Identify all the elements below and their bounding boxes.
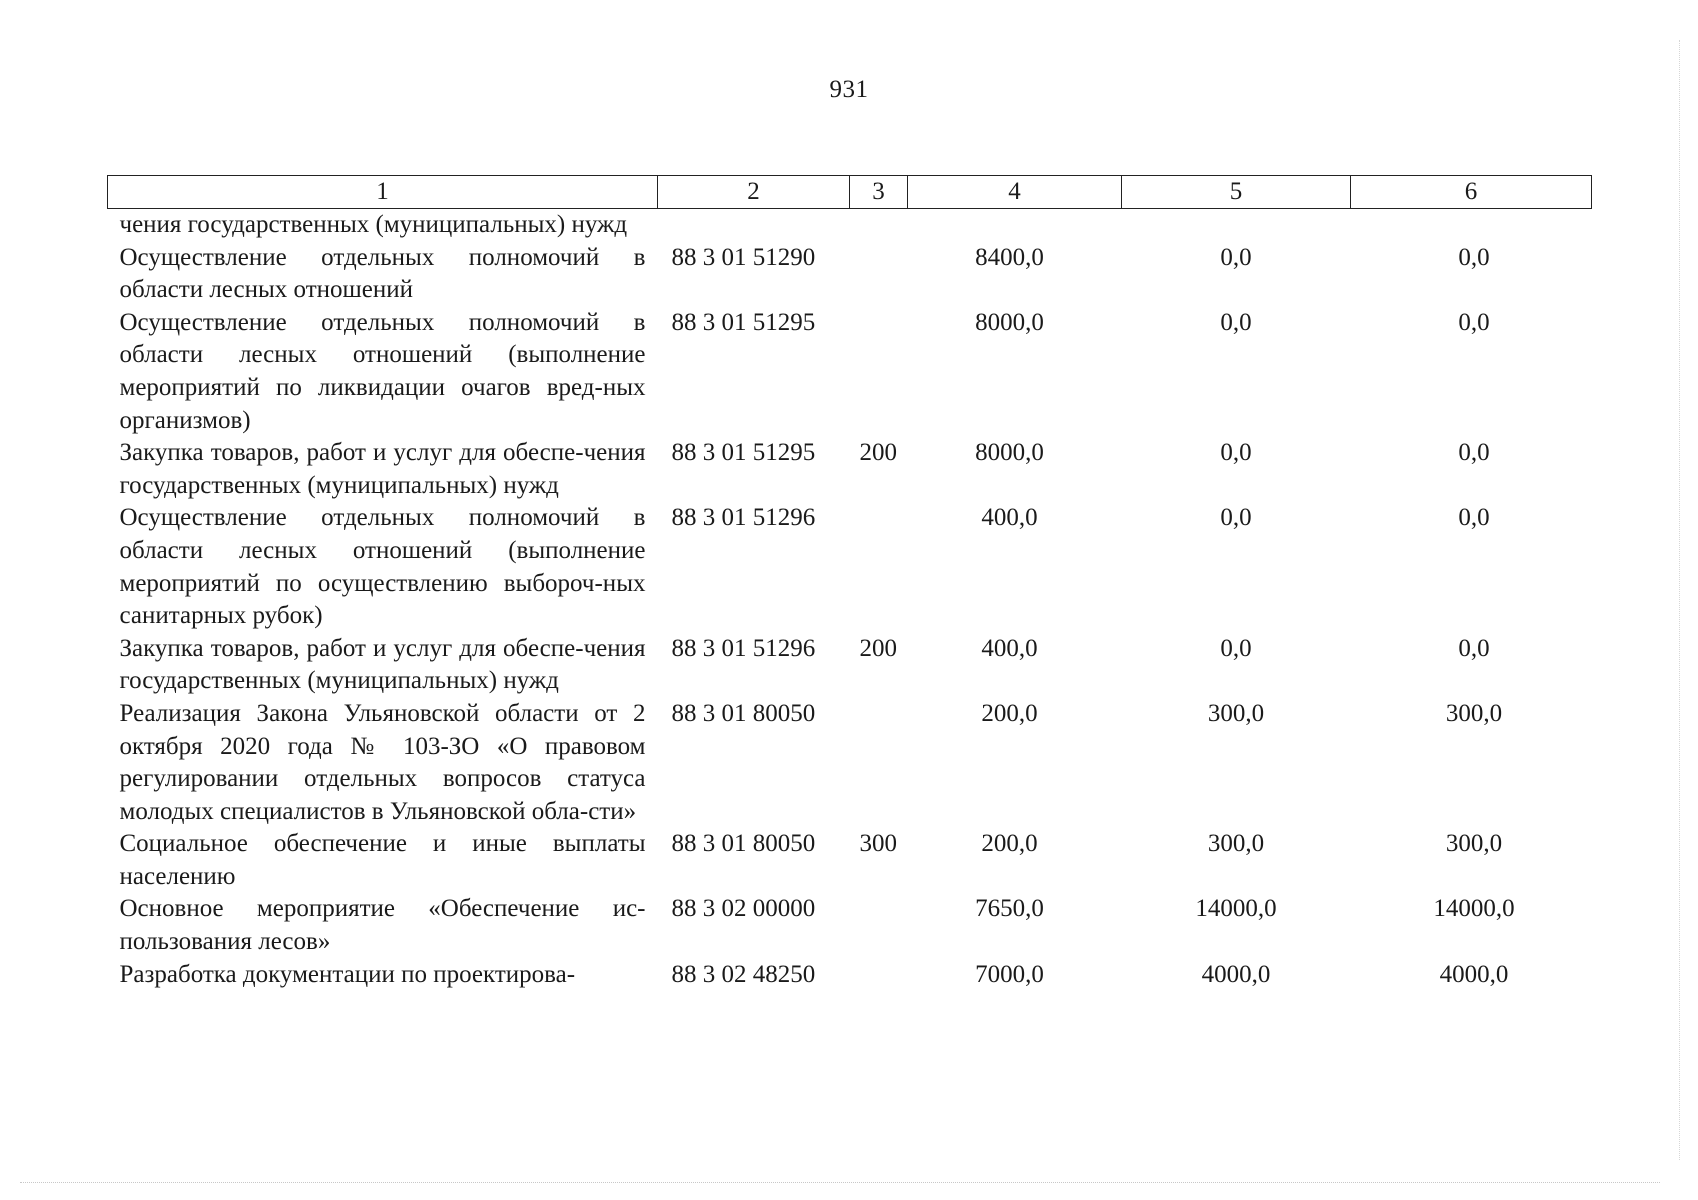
table-row (108, 828, 1592, 893)
row-value-4: 200,0 (981, 699, 1038, 727)
row-expense-type (850, 502, 908, 632)
row-value-5: 0,0 (1220, 634, 1252, 662)
table-header (108, 176, 1592, 209)
header-col-1: 1 (108, 176, 658, 209)
row-value-4: 400,0 (981, 504, 1038, 532)
row-value-5: 14000,0 (1195, 895, 1277, 923)
row-expense-type: 200 (859, 439, 897, 467)
table-row (108, 633, 1592, 698)
row-value-6 (1351, 209, 1592, 242)
row-value-4: 8000,0 (975, 308, 1044, 336)
row-name: Закупка товаров, работ и услуг для обеспе-чения государственных (муниципальных) нужд (119, 439, 646, 499)
header-col-4: 4 (908, 176, 1122, 209)
row-value-5: 0,0 (1220, 308, 1252, 336)
table-row (108, 209, 1592, 242)
row-name: Разработка документации по проектирова- (119, 960, 576, 988)
row-expense-type: 200 (859, 634, 897, 662)
table-row (108, 242, 1592, 307)
row-value-6: 0,0 (1458, 439, 1490, 467)
row-name: чения государственных (муниципальных) нужд (119, 211, 628, 238)
row-code: 88 3 02 00000 (671, 895, 816, 923)
row-expense-type (850, 242, 908, 307)
row-code (658, 209, 850, 242)
row-value-6: 0,0 (1458, 243, 1490, 271)
header-col-3: 3 (850, 176, 908, 209)
row-value-6: 0,0 (1458, 504, 1490, 532)
row-value-5: 0,0 (1220, 504, 1252, 532)
table-row (108, 698, 1592, 828)
row-code: 88 3 01 51296 (671, 504, 816, 532)
row-expense-type (850, 698, 908, 828)
row-expense-type (850, 893, 908, 958)
table-row (108, 307, 1592, 437)
row-value-5 (1122, 209, 1351, 242)
row-code: 88 3 01 80050 (671, 699, 816, 727)
row-value-4: 7000,0 (975, 960, 1044, 988)
row-value-4: 200,0 (981, 830, 1038, 858)
row-code: 88 3 01 51296 (671, 634, 816, 662)
row-expense-type: 300 (859, 830, 897, 858)
row-name: Социальное обеспечение и иные выплаты населению (119, 830, 646, 890)
page-number: 931 (829, 76, 869, 103)
row-name: Закупка товаров, работ и услуг для обеспе-чения государственных (муниципальных) нужд (119, 634, 646, 695)
row-value-6: 4000,0 (1439, 960, 1509, 988)
table-row (108, 437, 1592, 502)
row-value-4: 8000,0 (975, 439, 1044, 467)
row-value-5: 0,0 (1220, 439, 1252, 467)
table-row (108, 893, 1592, 958)
row-value-4: 8400,0 (975, 243, 1044, 271)
table-row (108, 502, 1592, 632)
header-col-5: 5 (1122, 176, 1351, 209)
row-code: 88 3 01 51290 (671, 243, 816, 271)
row-value-5: 300,0 (1207, 830, 1265, 858)
row-code: 88 3 01 51295 (671, 308, 816, 336)
row-value-4: 7650,0 (975, 895, 1044, 923)
row-name: Осуществление отдельных полномочий в области лесных отношений (119, 243, 646, 304)
row-code: 88 3 01 51295 (671, 439, 816, 467)
row-name: Реализация Закона Ульяновской области от 2 октября 2020 года № 103-ЗО «О правовом регулировании отдельных вопросов статуса молодых специалистов в Ульяновской обла-сти» (119, 699, 646, 825)
row-expense-type (850, 307, 908, 437)
row-expense-type (850, 959, 908, 992)
row-name: Осуществление отдельных полномочий в области лесных отношений (выполнение мероприятий по ликвидации очагов вред-ных организмов) (119, 308, 646, 434)
row-expense-type (850, 209, 908, 242)
scan-edge-bottom (20, 1182, 1660, 1183)
row-value-5: 4000,0 (1201, 960, 1271, 988)
header-col-6: 6 (1351, 176, 1592, 209)
header-row (108, 176, 1592, 209)
row-value-5: 0,0 (1220, 243, 1252, 271)
table-body (108, 209, 1592, 992)
row-value-6: 14000,0 (1433, 895, 1515, 923)
row-value-6: 0,0 (1458, 308, 1490, 336)
row-code: 88 3 01 80050 (671, 830, 816, 858)
row-name: Осуществление отдельных полномочий в области лесных отношений (выполнение мероприятий по осуществлению выбороч-ных санитарных рубок) (119, 504, 646, 630)
row-value-6: 300,0 (1445, 699, 1503, 727)
header-col-2: 2 (658, 176, 850, 209)
row-value-5: 300,0 (1207, 699, 1265, 727)
row-name: Основное мероприятие «Обеспечение ис-пользования лесов» (119, 895, 646, 956)
row-value-6: 300,0 (1445, 830, 1503, 858)
scan-edge-right (1679, 40, 1680, 1160)
row-value-4 (908, 209, 1122, 242)
row-value-4: 400,0 (981, 634, 1038, 662)
row-value-6: 0,0 (1458, 634, 1490, 662)
budget-table (107, 175, 1592, 991)
table-row (108, 959, 1592, 992)
row-code: 88 3 02 48250 (671, 960, 816, 988)
